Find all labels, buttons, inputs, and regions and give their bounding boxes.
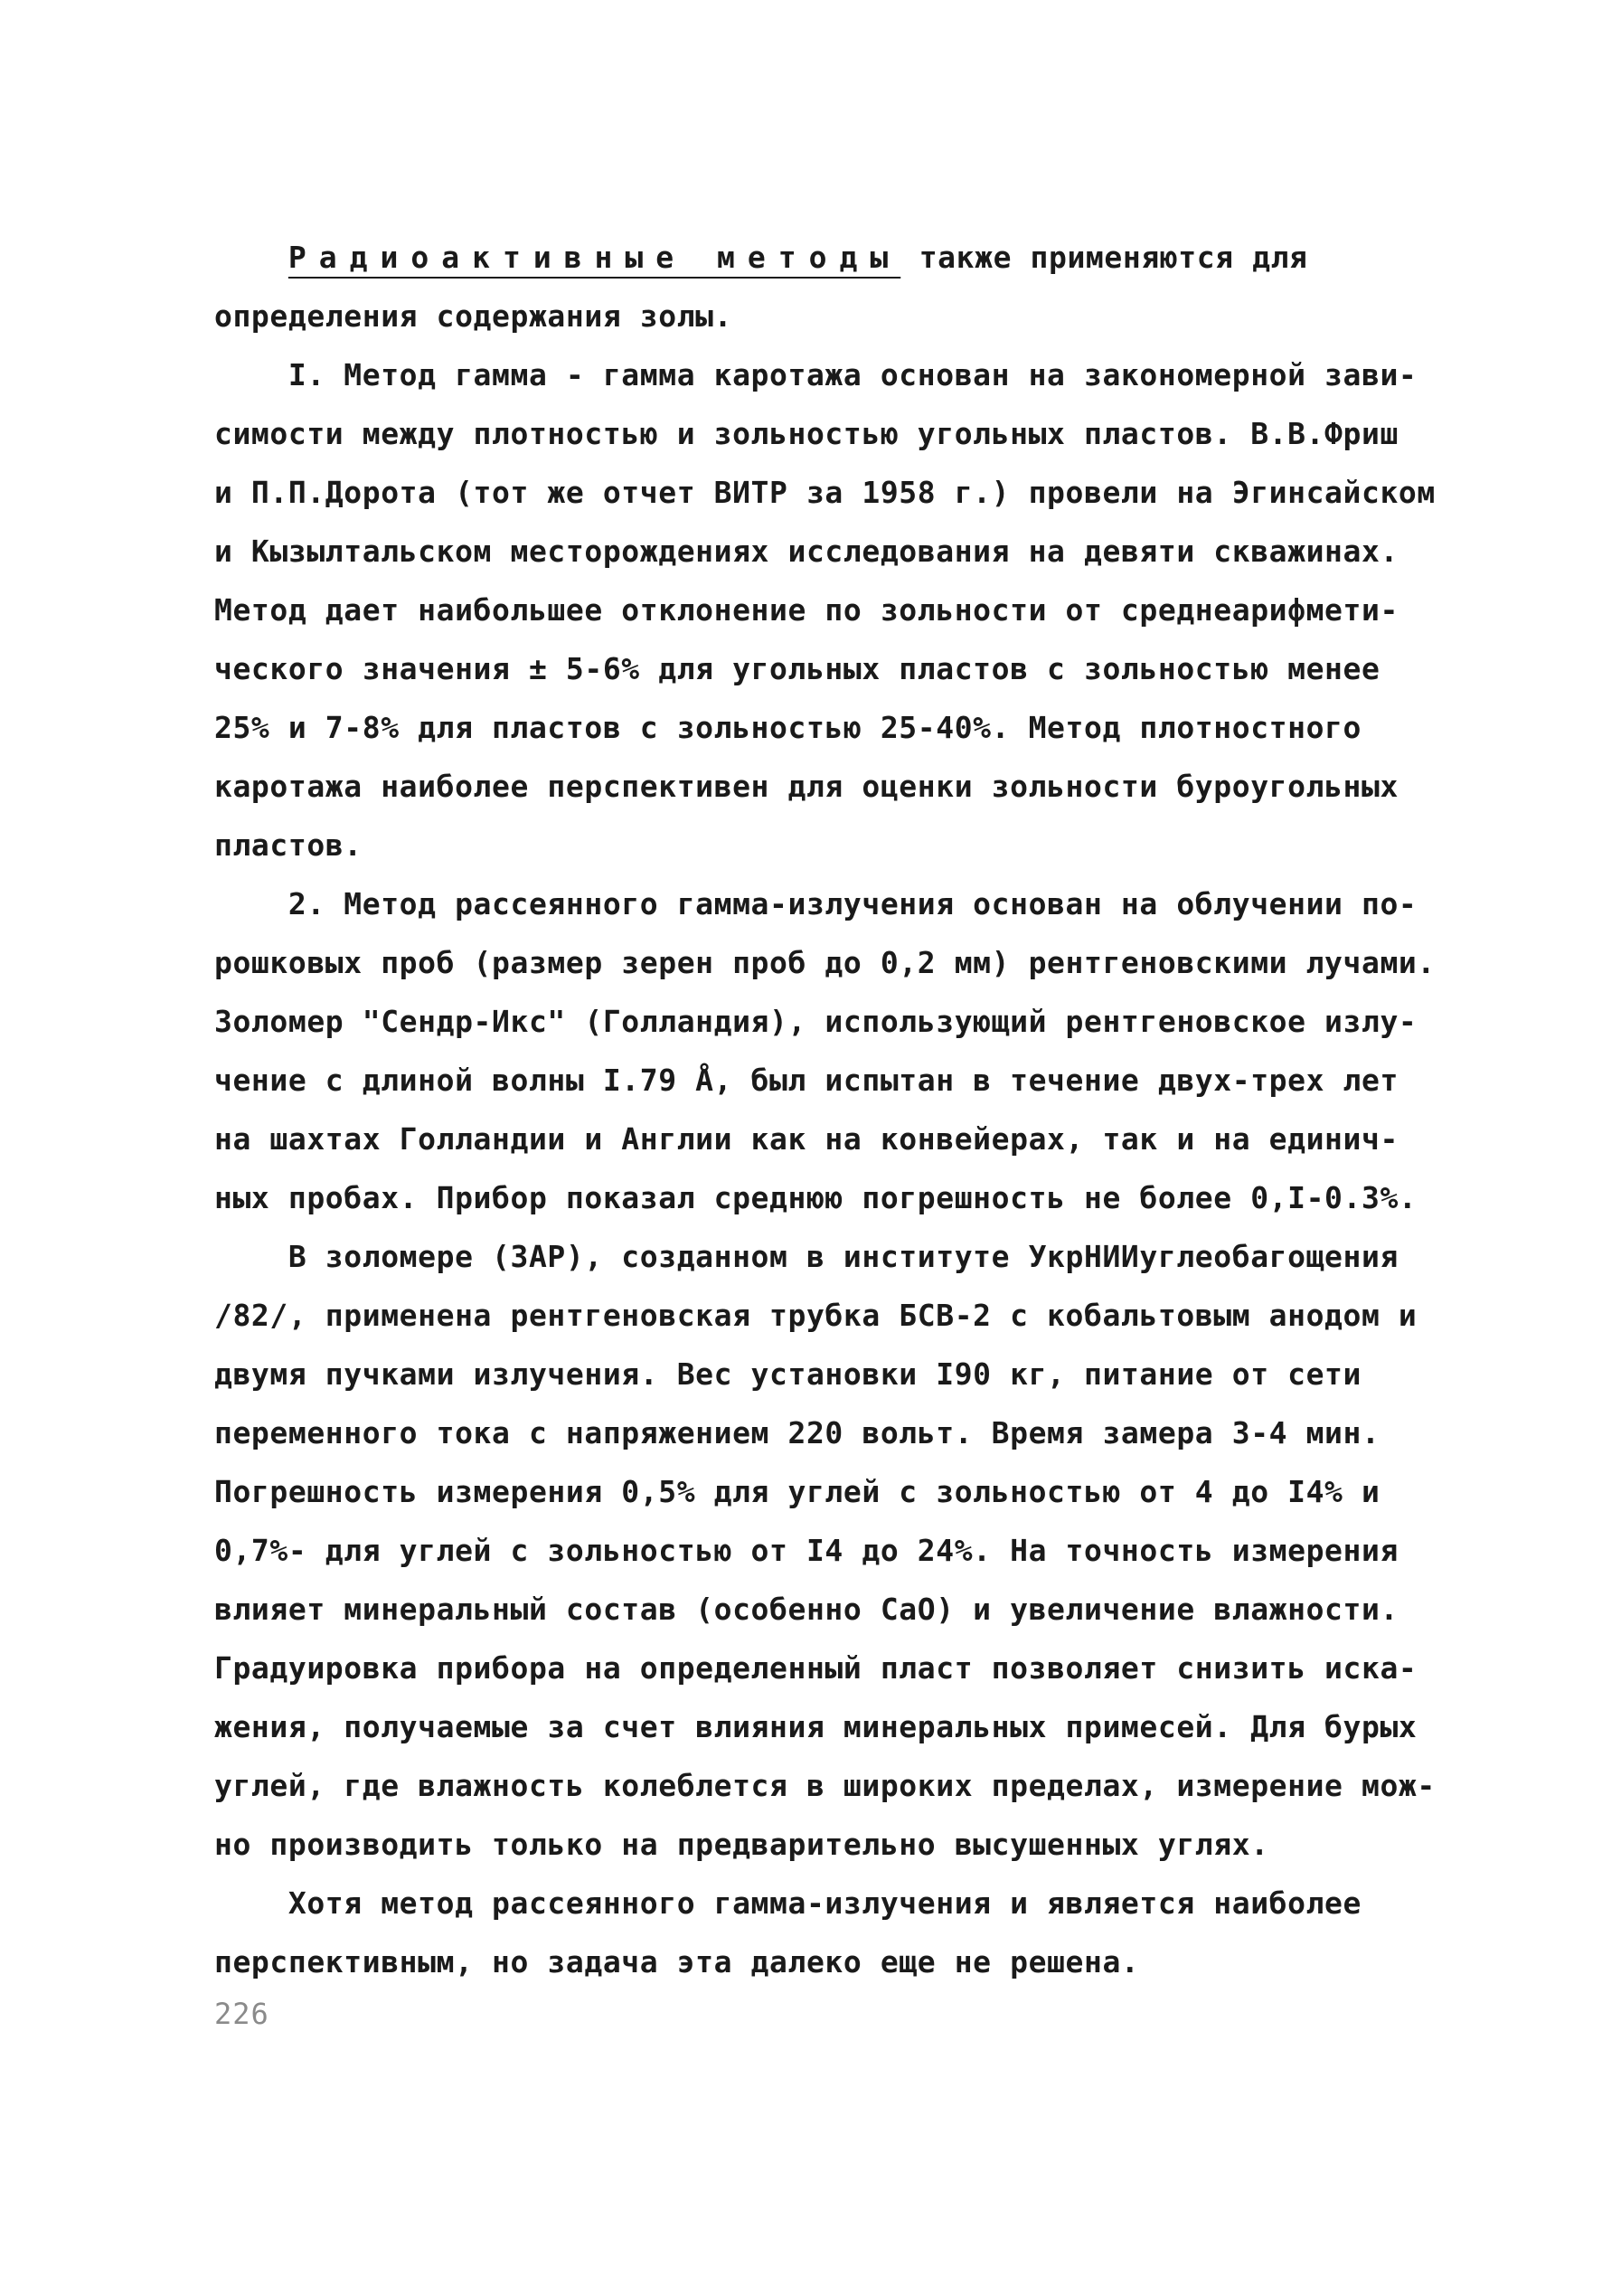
text-line: /82/, применена рентгеновская трубка БСВ-2 с кобальтовым анодом и bbox=[214, 1298, 1418, 1333]
text-line: но производить только на предварительно высушенных углях. bbox=[214, 1827, 1269, 1862]
text-line: определения содержания золы. bbox=[214, 298, 733, 334]
text-line: симости между плотностью и зольностью угольных пластов. В.В.Фриш bbox=[214, 416, 1399, 451]
text-line: углей, где влажность колеблется в широких пределах, измерение мож- bbox=[214, 1768, 1436, 1803]
text-line: I. Метод гамма - гамма каротажа основан на закономерной зави- bbox=[214, 357, 1418, 392]
text-line: двумя пучками излучения. Вес установки I90 кг, питание от сети bbox=[214, 1356, 1362, 1392]
text-line: 25% и 7-8% для пластов с зольностью 25-40%. Метод плотностного bbox=[214, 710, 1362, 745]
text-line: 2. Метод рассеянного гамма-излучения основан на облучении по- bbox=[214, 886, 1418, 921]
spaced-title: Радиоактивные методы bbox=[287, 240, 901, 275]
text-line: переменного тока с напряжением 220 вольт. Время замера 3-4 мин. bbox=[214, 1415, 1381, 1450]
page-number: 226 bbox=[214, 1997, 269, 2031]
text-line: чение с длиной волны I.79 Å, был испытан в течение двух-трех лет bbox=[214, 1063, 1399, 1098]
text-line: Градуировка прибора на определенный пласт позволяет снизить иска- bbox=[214, 1650, 1418, 1686]
text-line: 0,7%- для углей с зольностью от I4 до 24%. На точность измерения bbox=[214, 1533, 1399, 1568]
text-line: ных пробах. Прибор показал среднюю погрешность не более 0,I-0.3%. bbox=[214, 1180, 1418, 1215]
text-line: В золомере (ЗАР), созданном в институте УкрНИИуглеобагощения bbox=[214, 1239, 1399, 1274]
text-line: и Кызылтальском месторождениях исследования на девяти скважинах. bbox=[214, 534, 1399, 569]
text-line: Хотя метод рассеянного гамма-излучения и является наиболее bbox=[214, 1885, 1362, 1921]
text-line: пластов. bbox=[214, 827, 363, 863]
text-line: Золомер "Сендр-Икс" (Голландия), использующий рентгеновское излу- bbox=[214, 1004, 1418, 1039]
text-line: каротажа наиболее перспективен для оценки зольности буроугольных bbox=[214, 769, 1399, 804]
text-line: перспективным, но задача эта далеко еще не решена. bbox=[214, 1944, 1140, 1979]
text-line: рошковых проб (размер зерен проб до 0,2 мм) рентгеновскими лучами. bbox=[214, 945, 1436, 980]
heading-continuation: также применяются для bbox=[900, 240, 1308, 275]
text-line: влияет минеральный состав (особенно CaO) и увеличение влажности. bbox=[214, 1592, 1399, 1627]
heading-line bbox=[214, 228, 1408, 287]
text-line: жения, получаемые за счет влияния минеральных примесей. Для бурых bbox=[214, 1709, 1418, 1744]
text-line: Погрешность измерения 0,5% для углей с зольностью от 4 до I4% и bbox=[214, 1474, 1381, 1509]
text-line: на шахтах Голландии и Англии как на конвейерах, так и на единич- bbox=[214, 1121, 1399, 1157]
text-line: и П.П.Дорота (тот же отчет ВИТР за 1958 г.) провели на Эгинсайском bbox=[214, 475, 1436, 510]
body-text bbox=[214, 228, 1436, 1991]
text-line: Метод дает наибольшее отклонение по зольности от среднеарифмети- bbox=[214, 592, 1399, 628]
text-line: ческого значения ± 5-6% для угольных пластов с зольностью менее bbox=[214, 651, 1381, 686]
